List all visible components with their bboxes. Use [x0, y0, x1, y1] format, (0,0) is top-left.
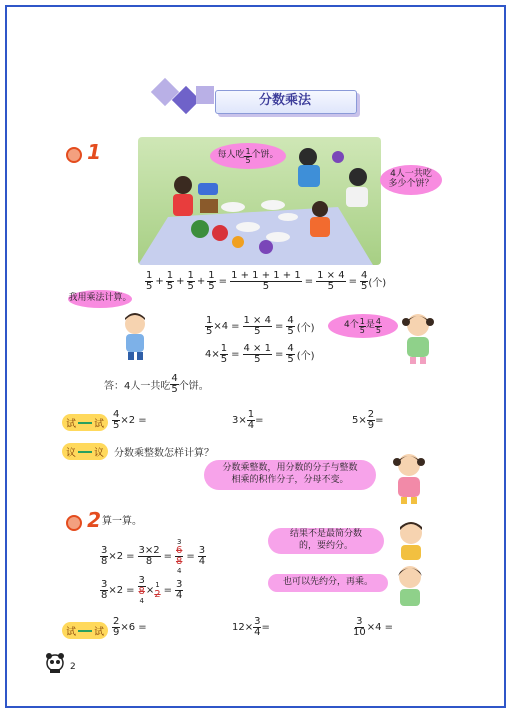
denominator: 8 — [138, 586, 145, 597]
fraction — [112, 410, 120, 431]
numerator: 1 — [220, 343, 228, 354]
answer-post: 个饼。 — [178, 381, 209, 392]
denominator: 8 — [145, 556, 153, 567]
numerator: 3×2 — [138, 545, 160, 556]
denominator: 5 — [113, 420, 120, 431]
bubble-boy-multiply: 我用乘法计算。 — [68, 290, 132, 308]
badge-divider — [78, 451, 92, 453]
numerator: 1 — [146, 270, 153, 281]
plus-sign: + — [196, 276, 206, 287]
numerator: 4 — [287, 343, 294, 354]
denominator: 5 — [206, 326, 213, 337]
fraction — [175, 546, 183, 567]
denominator: 5 — [220, 354, 228, 365]
try1-item-1 — [112, 410, 147, 431]
equals-sign: = — [126, 551, 135, 562]
discuss-line — [62, 443, 214, 460]
fraction — [175, 580, 183, 601]
numerator: 3 — [198, 545, 206, 556]
fraction — [205, 316, 213, 337]
bubble-per-person-pre: 每人吃 — [217, 150, 245, 161]
page-title: 分数乘法 — [258, 93, 311, 108]
unit-label: (个) — [368, 278, 387, 289]
page-number: 2 — [70, 662, 76, 672]
example-2-number: 2 — [87, 508, 102, 532]
numerator: 1 × 4 — [243, 315, 271, 326]
bubble-girl-fraction — [328, 314, 398, 338]
calc-row-1 — [100, 538, 206, 575]
times-expression: ×4 — [213, 321, 229, 332]
badge-char: 试 — [94, 419, 104, 430]
numerator: 1 + 1 + 1 + 1 — [231, 270, 301, 281]
fraction — [316, 271, 345, 292]
numerator: 3 — [176, 579, 183, 590]
numerator: 1 × 4 — [317, 270, 345, 281]
bubble-total-line2: 多少个饼？ — [388, 179, 434, 189]
fraction — [166, 271, 174, 292]
fraction — [198, 546, 206, 567]
equals-sign: = — [304, 276, 314, 287]
boy-avatar-2 — [394, 520, 428, 560]
equals-sign: = — [231, 349, 240, 360]
fraction — [286, 344, 294, 365]
denominator: 5 — [375, 325, 381, 335]
reduced-numerator: 3 — [176, 538, 182, 546]
numerator: 3 — [254, 616, 261, 627]
numerator: 4 — [375, 316, 381, 326]
title-decor-square-2 — [196, 86, 214, 104]
denominator: 8 — [101, 590, 108, 601]
denominator: 5 — [245, 155, 251, 165]
denominator: 8 — [176, 556, 183, 567]
times-sign: × — [145, 585, 155, 596]
example-1-number: 1 — [87, 140, 102, 164]
expression-tail: = — [255, 415, 264, 426]
fraction — [187, 271, 195, 292]
denominator: 5 — [254, 326, 261, 337]
expression-tail: ×4 = — [366, 622, 394, 633]
snail-icon — [66, 147, 82, 163]
times-expression: ×2 — [108, 585, 124, 596]
girl-avatar-1 — [398, 312, 438, 364]
numerator: 1 — [208, 270, 215, 281]
unit-label: (个) — [296, 351, 315, 362]
fraction — [247, 410, 255, 431]
denominator: 9 — [113, 627, 120, 638]
numerator: 6 — [176, 545, 183, 556]
denominator: 9 — [367, 420, 375, 431]
calc-row-2 — [100, 576, 183, 605]
plus-sign: + — [176, 276, 185, 287]
badge-char: 议 — [94, 448, 104, 459]
numerator: 1 — [247, 409, 255, 420]
fraction — [207, 271, 215, 292]
addition-equation — [145, 271, 386, 292]
denominator: 4 — [254, 627, 261, 638]
fraction — [170, 374, 178, 395]
reduced-fraction — [138, 576, 146, 605]
badge-char: 试 — [66, 627, 76, 638]
expression-tail: ×2 = — [120, 415, 147, 426]
denominator: 4 — [176, 590, 183, 601]
badge-char: 议 — [66, 448, 76, 459]
fraction — [253, 617, 261, 638]
denominator: 5 — [360, 281, 368, 292]
fraction — [286, 316, 294, 337]
expression-lead: 3× — [232, 415, 247, 426]
numerator: 1 — [206, 315, 213, 326]
fraction — [244, 148, 251, 165]
fraction — [145, 271, 153, 292]
expression-lead: 12× — [232, 622, 254, 633]
numerator: 1 — [245, 146, 251, 156]
example-1-tag — [66, 140, 101, 164]
badge-char: 试 — [66, 419, 76, 430]
badge-divider — [78, 630, 92, 632]
numerator: 2 — [113, 616, 120, 627]
fraction — [138, 576, 146, 597]
denominator: 5 — [287, 354, 294, 365]
equals-sign: = — [163, 585, 173, 596]
bubble-total-line1: 4人一共吃 — [390, 169, 432, 180]
numerator: 1 — [166, 270, 174, 281]
fraction — [243, 316, 272, 337]
numerator: 4 — [113, 409, 120, 420]
girl-bubble-mid: 是 — [365, 320, 375, 331]
plus-sign: + — [155, 276, 164, 287]
numerator: 3 — [101, 545, 108, 556]
equals-sign: = — [274, 321, 284, 332]
equals-sign: = — [218, 276, 228, 287]
fraction — [100, 580, 108, 601]
answer-pre: 答：4人一共吃 — [104, 381, 171, 392]
fraction — [360, 271, 368, 292]
denominator: 5 — [146, 281, 153, 292]
denominator: 5 — [171, 384, 178, 395]
discuss-question: 分数乘整数怎样计算？ — [114, 448, 214, 459]
try2-item-2 — [232, 617, 270, 638]
reduced-denominator: 4 — [139, 597, 144, 605]
bubble-per-person-post: 个饼。 — [251, 150, 279, 161]
expression-tail: ×6 = — [120, 622, 147, 633]
bubble-simplify — [268, 528, 384, 554]
fraction — [112, 617, 120, 638]
denominator: 10 — [353, 627, 366, 638]
girl-bubble-pre: 4个 — [344, 320, 359, 331]
bubble-total-question — [380, 165, 442, 195]
rule-line2: 相乘的积作分子，分母不变。 — [231, 475, 349, 485]
boy-avatar — [118, 312, 154, 360]
denominator: 5 — [262, 281, 270, 292]
denominator: 5 — [187, 281, 194, 292]
example-2-label: 算一算。 — [102, 516, 142, 527]
expression-tail: = — [375, 415, 384, 426]
denominator: 5 — [254, 354, 261, 365]
fraction — [243, 344, 272, 365]
numerator: 3 — [101, 579, 108, 590]
fraction — [375, 318, 382, 335]
simplify-line1: 结果不是最简分数 — [289, 529, 362, 540]
equals-sign: = — [163, 551, 173, 562]
numerator: 4 — [360, 270, 368, 281]
denominator: 4 — [198, 556, 206, 567]
integer-value: 2 — [154, 589, 161, 600]
fraction — [367, 410, 375, 431]
bubble-per-person — [210, 143, 286, 169]
equals-sign: = — [348, 276, 357, 287]
denominator: 5 — [327, 281, 335, 292]
example-2-tag — [66, 508, 101, 532]
times-expression: ×2 — [108, 551, 124, 562]
try-badge — [62, 414, 108, 431]
try2-item-1 — [112, 617, 147, 638]
equals-sign: = — [231, 321, 240, 332]
reduced-denominator: 4 — [176, 567, 182, 575]
bubble-rule — [204, 460, 376, 490]
bubble-reduce-first: 也可以先约分，再乘。 — [268, 574, 388, 592]
girl-avatar-3 — [392, 564, 428, 606]
rule-line1: 分数乘整数，用分数的分子与整数 — [222, 463, 358, 474]
try-badge-1 — [62, 412, 108, 431]
reduced-integer-value: 1 — [155, 581, 160, 589]
fraction — [220, 344, 228, 365]
numerator: 3 — [356, 616, 363, 627]
try1-item-3 — [352, 410, 384, 431]
fraction — [352, 617, 367, 638]
fraction — [359, 318, 366, 335]
try2-item-3 — [352, 617, 393, 638]
badge-char: 试 — [94, 627, 104, 638]
denominator: 4 — [247, 420, 255, 431]
numerator: 2 — [367, 409, 375, 420]
numerator: 4 — [171, 373, 178, 384]
panda-icon — [44, 652, 66, 678]
fraction — [100, 546, 108, 567]
equals-sign: = — [186, 551, 195, 562]
reduced-integer — [154, 581, 160, 600]
badge-divider — [78, 422, 92, 424]
numerator: 3 — [138, 575, 145, 586]
try-badge-2 — [62, 620, 108, 639]
answer-line — [104, 374, 209, 395]
reduced-fraction — [175, 538, 183, 575]
numerator: 1 — [187, 270, 194, 281]
multiplication-row-1 — [205, 316, 315, 337]
equals-sign: = — [274, 349, 284, 360]
denominator: 8 — [101, 556, 108, 567]
denominator: 5 — [166, 281, 174, 292]
denominator: 5 — [287, 326, 294, 337]
fraction — [230, 271, 302, 292]
multiplication-row-2 — [205, 344, 315, 365]
equals-sign: = — [126, 585, 135, 596]
expression-lead: 5× — [352, 415, 367, 426]
fraction — [138, 546, 161, 567]
girl-avatar-2 — [388, 452, 430, 504]
unit-label: (个) — [296, 323, 315, 334]
denominator: 5 — [359, 325, 365, 335]
numerator: 1 — [359, 316, 365, 326]
numerator: 4 — [287, 315, 294, 326]
snail-icon — [66, 515, 82, 531]
expression-tail: = — [261, 622, 270, 633]
try-badge — [62, 622, 108, 639]
simplify-line2: 的，要约分。 — [298, 541, 353, 551]
discuss-badge — [62, 443, 108, 460]
numerator: 4 × 1 — [243, 343, 271, 354]
try1-item-2 — [232, 410, 264, 431]
denominator: 5 — [208, 281, 215, 292]
times-lead: 4× — [205, 349, 220, 360]
